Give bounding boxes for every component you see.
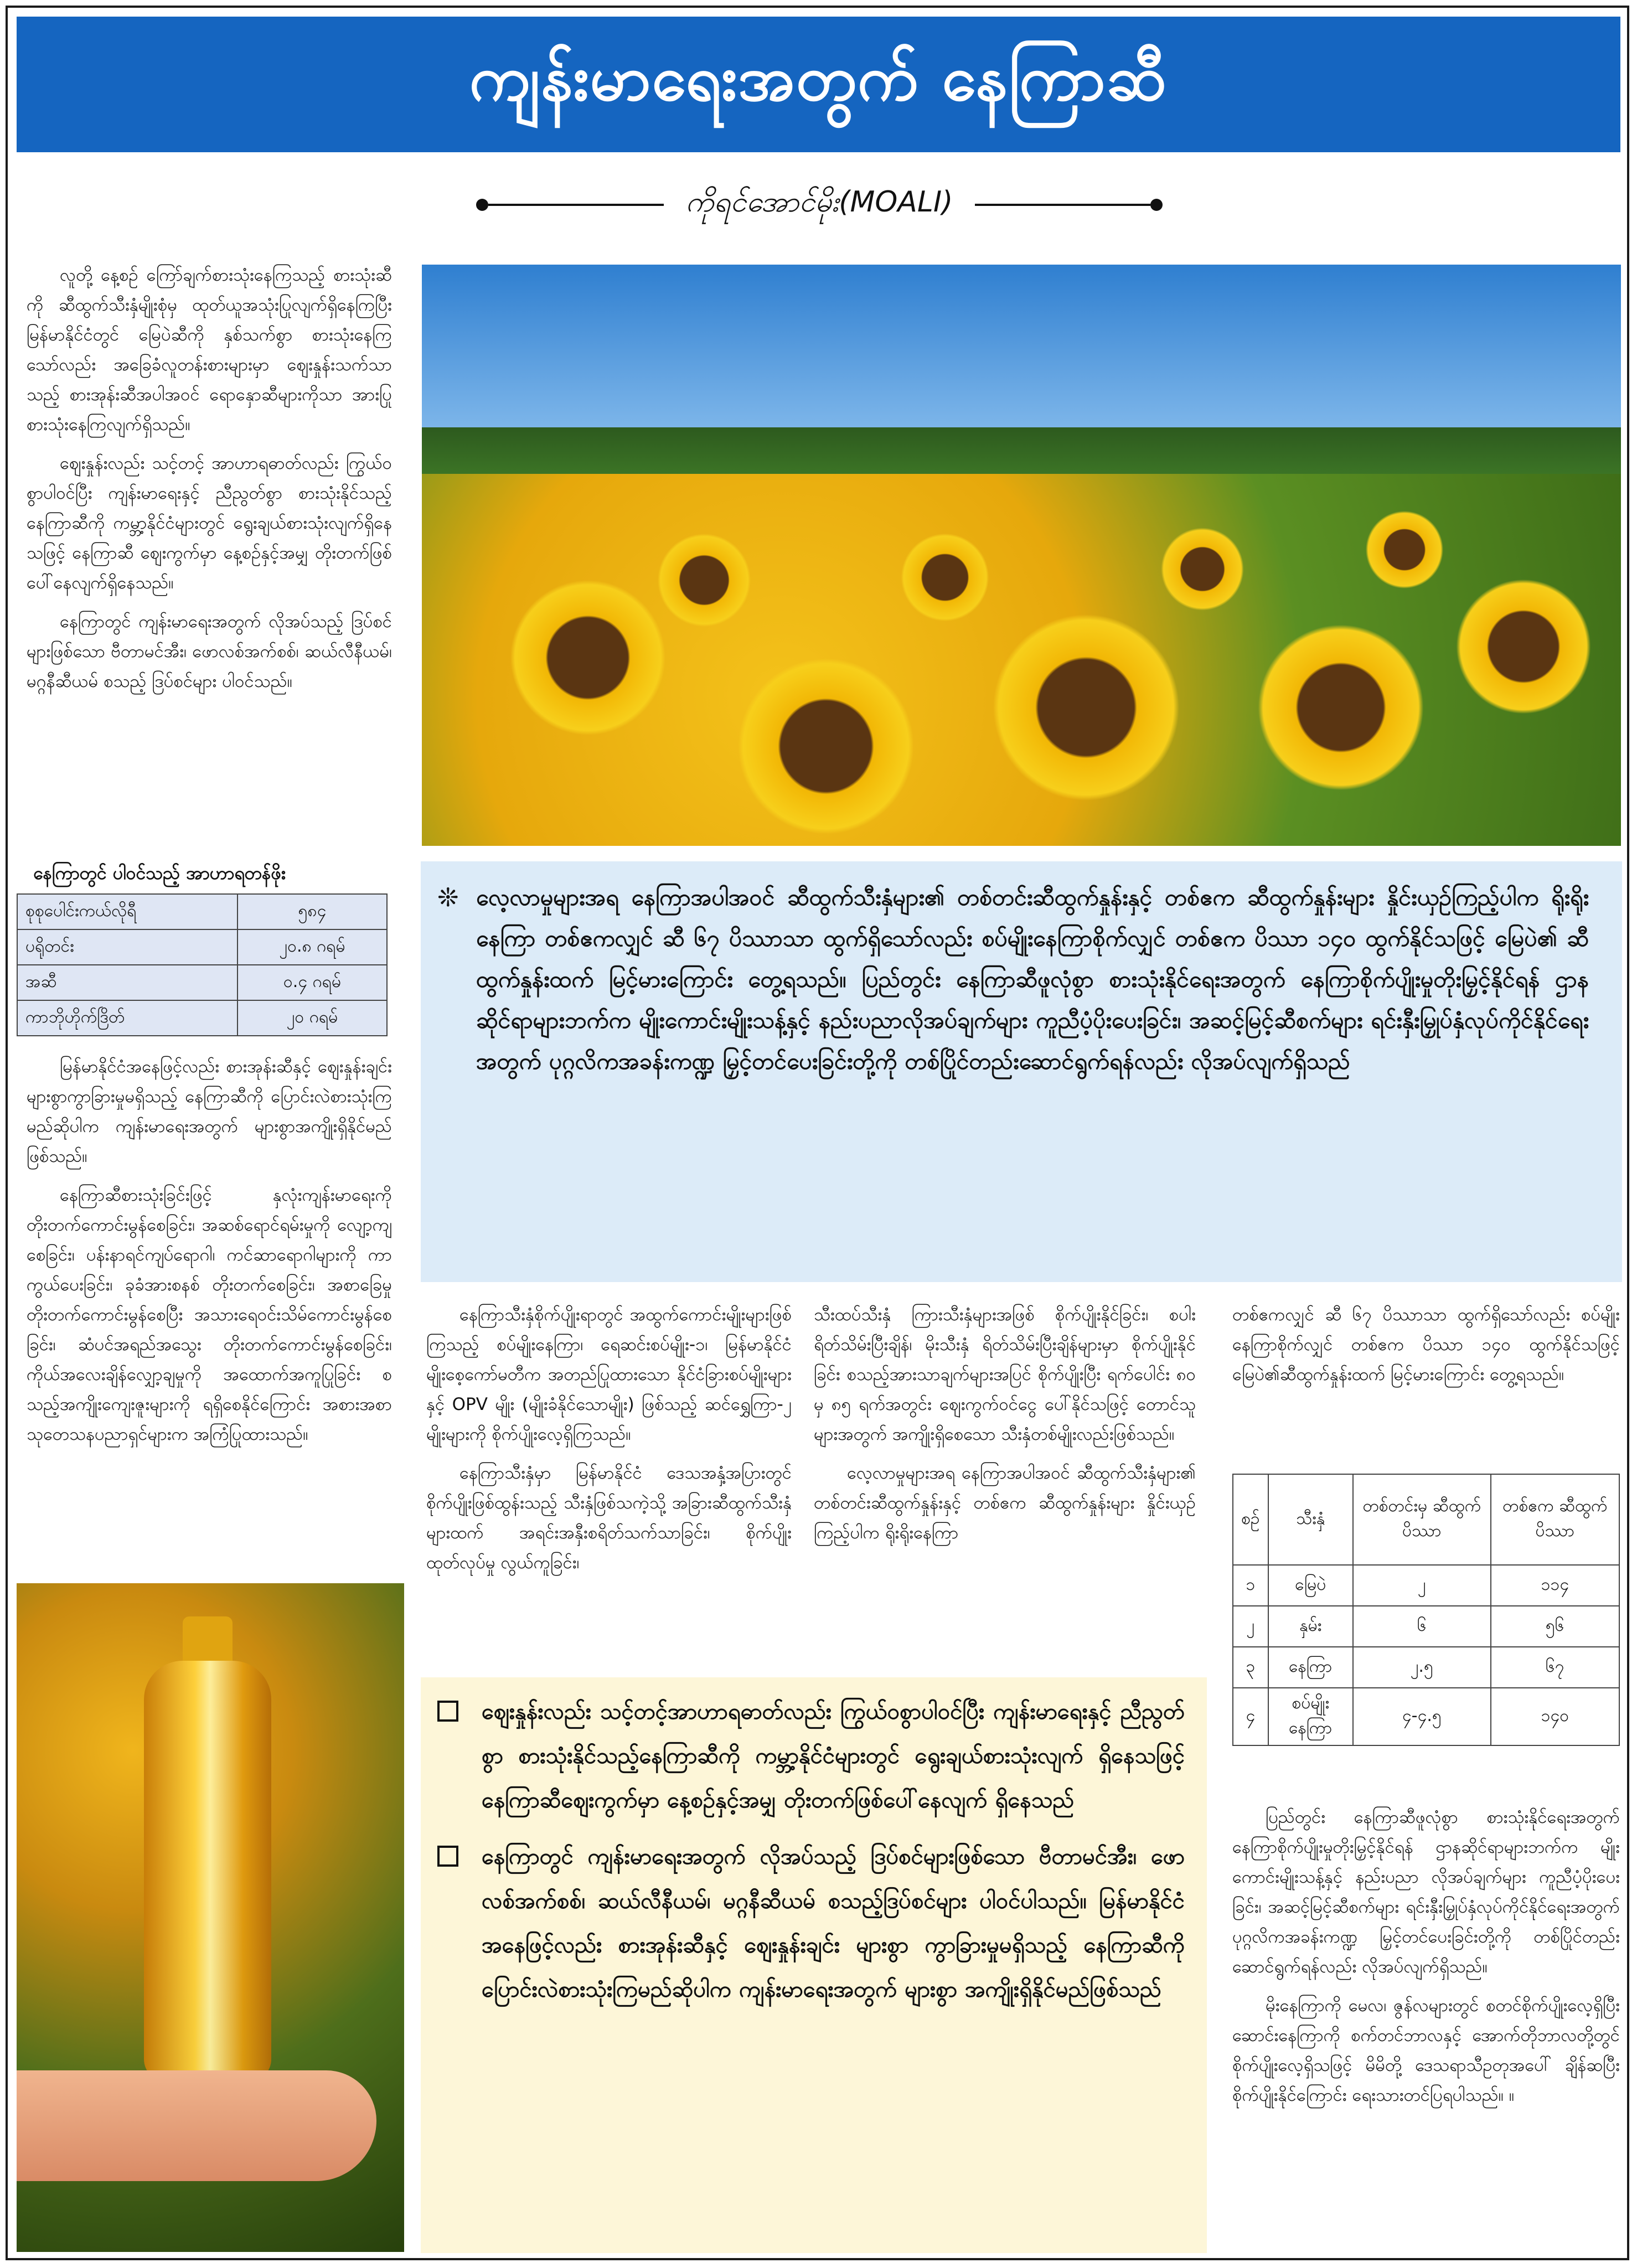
sunflower bbox=[987, 608, 1186, 807]
left-paragraph: လူတို့ နေ့စဉ် ကြော်ချက်စားသုံးနေကြသည့် စားသုံးဆီကို ဆီထွက်သီးနှံမျိုးစုံမှ ထုတ်ယူအသုံးပြုလျက်ရှိနေကြပြီး မြန်မာနိုင်ငံတွင် မြေပဲဆီကို နှစ်သက်စွာ စားသုံးနေကြသော်လည်း အခြေခံလူတန်းစားများမှာ ဈေးနှုန်းသက်သာသည့် စားအုန်းဆီအပါအဝင် ရောနှောဆီများကိုသာ အားပြုစားသုံးနေကြလျက်ရှိသည်။ bbox=[27, 265, 392, 435]
byline-rule-left bbox=[488, 204, 664, 206]
sunflower bbox=[1363, 508, 1446, 591]
sunflower bbox=[654, 530, 754, 630]
left-paragraph: မြန်မာနိုင်ငံအနေဖြင့်လည်း စားအုန်းဆီနှင့် ဈေးနှုန်းချင်း များစွာကွာခြားမှုမရှိသည့် နေကြာဆီကို ပြောင်းလဲစားသုံးကြမည်ဆိုပါက ကျန်းမာရေးအတွက် များစွာအကျိုးရှိနိုင်မည်ဖြစ်သည်။ bbox=[27, 1057, 392, 1166]
cell: စပ်မျိုးနေကြာ bbox=[1268, 1688, 1353, 1745]
sunflower bbox=[1452, 575, 1595, 719]
byline-rule-right bbox=[975, 204, 1150, 206]
table-row bbox=[1233, 1647, 1619, 1688]
table-row bbox=[17, 929, 387, 965]
cell: ၃ bbox=[1233, 1647, 1268, 1688]
middle-column-2 bbox=[814, 1300, 1196, 1557]
left-paragraph: ဈေးနှုန်းလည်း သင့်တင့် အာဟာရဓာတ်လည်း ကြွယ်ဝစွာပါဝင်ပြီး ကျန်းမာရေးနှင့် ညီညွတ်စွာ စားသုံးနိုင်သည့်နေကြာဆီကို ကမ္ဘာ့နိုင်ငံများတွင် ရွေးချယ်စားသုံးလျက်ရှိနေသဖြင့် နေကြာဆီ ဈေးကွက်မှာ နေ့စဉ်နှင့်အမျှ တိုးတက်ဖြစ်ပေါ်နေလျက်ရှိနေသည်။ bbox=[27, 453, 392, 593]
sunflower-field-photo bbox=[422, 265, 1621, 846]
oil-bottle-photo bbox=[17, 1583, 404, 2252]
byline-dot-left bbox=[476, 199, 488, 211]
sunflower bbox=[1252, 619, 1429, 796]
left-column-lower bbox=[27, 1052, 392, 1458]
table-row bbox=[17, 1000, 387, 1036]
cell: ၆ bbox=[1353, 1606, 1491, 1647]
cell: ၁၁၄ bbox=[1491, 1565, 1619, 1606]
right-paragraph: မိုးနေကြာကို မေလ၊ ဇွန်လများတွင် စတင်စိုက်ပျိုးလေ့ရှိပြီး ဆောင်းနေကြာကို စက်တင်ဘာလနှင့် အောက်တိုဘာလတို့တွင် စိုက်ပျိုးလေ့ရှိသဖြင့် မိမိတို့ ဒေသရာသီဥတုအပေါ် ချိန်ဆပြီး စိုက်ပျိုးနိုင်ကြောင်း ရေးသားတင်ပြရပါသည်။ ။ bbox=[1232, 1996, 1620, 2105]
table-row bbox=[17, 894, 387, 929]
sunflower bbox=[898, 530, 992, 624]
highlight-text: လေ့လာမှုများအရ နေကြာအပါအဝင် ဆီထွက်သီးနှံများ၏ တစ်တင်းဆီထွက်နှုန်းနှင့် တစ်ဧက ဆီထွက်နှုန်းများ နှိုင်းယှဉ်ကြည့်ပါက ရိုးရိုးနေကြာ တစ်ဧကလျှင် ဆီ ၆၇ ပိဿာသာ ထွက်ရှိသော်လည်း စပ်မျိုးနေကြာစိုက်လျှင် တစ်ဧက ပိဿာ ၁၄၀ ထွက်နိုင်သဖြင့် မြေပဲ၏ ဆီထွက်နှုန်းထက် မြင့်မားကြောင်း တွေ့ရသည်။ ပြည်တွင်း နေကြာဆီဖူလုံစွာ စားသုံးနိုင်ရေးအတွက် နေကြာစိုက်ပျိုးမှုတိုးမြှင့်နိုင်ရန် ဌာနဆိုင်ရာများဘက်က မျိုးကောင်းမျိုးသန့်နှင့် နည်းပညာလိုအပ်ချက်များ ကူညီပံ့ပိုးပေးခြင်း၊ အဆင့်မြင့်ဆီစက်များ ရင်းနှီးမြှုပ်နှံလုပ်ကိုင်နိုင်ရေးအတွက် ပုဂ္ဂလိကအခန်းကဏ္ဍ မြှင့်တင်ပေးခြင်းတို့ကို တစ်ပြိုင်တည်းဆောင်ရွက်ရန်လည်း လိုအပ်လျက်ရှိသည် bbox=[476, 884, 1589, 1074]
nutrition-label: ကာဘိုဟိုက်ဒြိတ် bbox=[17, 1000, 237, 1036]
right-paragraph: ပြည်တွင်း နေကြာဆီဖူလုံစွာ စားသုံးနိုင်ရေးအတွက် နေကြာစိုက်ပျိုးမှုတိုးမြှင့်နိုင်ရန် ဌာနဆိုင်ရာများဘက်က မျိုးကောင်းမျိုးသန့်နှင့် နည်းပညာ လိုအပ်ချက်များ ကူညီပံ့ပိုးပေးခြင်း၊ အဆင့်မြင့်ဆီစက်များ ရင်းနှီးမြှုပ်နှံလုပ်ကိုင်နိုင်ရေးအတွက် ပုဂ္ဂလိကအခန်းကဏ္ဍ မြှင့်တင်ပေးခြင်းတို့ကို တစ်ပြိုင်တည်းဆောင်ရွက်ရန်လည်း လိုအပ်လျက်ရှိသည်။ bbox=[1232, 1807, 1620, 1977]
sunflower bbox=[732, 652, 920, 840]
hand bbox=[17, 2070, 376, 2181]
bottle-body bbox=[144, 1661, 271, 2081]
left-paragraph: နေကြာတွင် ကျန်းမာရေးအတွက် လိုအပ်သည့် ဒြပ်စင်များဖြစ်သော ဗီတာမင်အီး၊ ဖောလစ်အက်စစ်၊ ဆယ်လီနီယမ်၊ မဂ္ဂနီဆီယမ် စသည့် ဒြပ်စင်များ ပါဝင်သည်။ bbox=[27, 612, 392, 691]
highlight-paragraph bbox=[421, 861, 1622, 1082]
highlight-box bbox=[421, 861, 1622, 1282]
column-header: စဉ် bbox=[1233, 1474, 1268, 1565]
nutrition-table-title: နေကြာတွင် ပါဝင်သည့် အာဟာရတန်ဖိုး bbox=[33, 862, 286, 884]
cell: ၁၄၀ bbox=[1491, 1688, 1619, 1745]
table-row bbox=[1233, 1688, 1619, 1745]
middle-paragraph: နေကြာသီးနှံမှာ မြန်မာနိုင်ငံ ဒေသအနှံ့အပြားတွင် စိုက်ပျိုးဖြစ်ထွန်းသည့် သီးနှံဖြစ်သကဲ့သို့ အခြားဆီထွက်သီးနှံများထက် အရင်းအနှီးစရိတ်သက်သာခြင်း၊ စိုက်ပျိုးထုတ်လုပ်မှု လွယ်ကူခြင်း၊ bbox=[426, 1463, 792, 1573]
column-header: တစ်တင်းမှ ဆီထွက် ပိဿာ bbox=[1353, 1474, 1491, 1565]
nutrition-table bbox=[17, 893, 388, 1036]
right-column bbox=[1232, 1802, 1620, 2119]
sunflower bbox=[1158, 525, 1247, 613]
checkbox-icon bbox=[437, 1846, 458, 1867]
page-title: ကျန်းမာရေးအတွက် နေကြာဆီ bbox=[469, 43, 1168, 115]
nutrition-value: ၂၀.၈ ဂရမ် bbox=[237, 929, 387, 965]
key-point bbox=[421, 1835, 1207, 2012]
cell: ၂.၅ bbox=[1353, 1647, 1491, 1688]
cell: ၅၆ bbox=[1491, 1606, 1619, 1647]
nutrition-value: ၅၈၄ bbox=[237, 894, 387, 929]
cell: ၄ bbox=[1233, 1688, 1268, 1745]
middle-column-1 bbox=[426, 1300, 792, 1587]
nutrition-value: ၀.၄ ဂရမ် bbox=[237, 965, 387, 1000]
cell: နေကြာ bbox=[1268, 1647, 1353, 1688]
cell: နှမ်း bbox=[1268, 1606, 1353, 1647]
cell: ၂ bbox=[1353, 1565, 1491, 1606]
asterism-icon: ❊ bbox=[437, 882, 459, 912]
column-header: တစ်ဧက ဆီထွက် ပိဿာ bbox=[1491, 1474, 1619, 1565]
byline-author: ကိုရင်အောင်မိုး(MOALI) bbox=[685, 185, 953, 219]
cell: ၂ bbox=[1233, 1606, 1268, 1647]
oil-yield-table bbox=[1232, 1474, 1620, 1746]
right-column-intro bbox=[1232, 1300, 1620, 1398]
key-point bbox=[421, 1690, 1207, 1822]
column-header: သီးနှံ bbox=[1268, 1474, 1353, 1565]
middle-paragraph: သီးထပ်သီးနှံ ကြားသီးနှံများအဖြစ် စိုက်ပျိုးနိုင်ခြင်း၊ စပါးရိတ်သိမ်းပြီးချိန်၊ မိုးသီးနှံ ရိတ်သိမ်းပြီးချိန်များမှာ စိုက်ပျိုးနိုင်ခြင်း စသည့်အားသာချက်များအပြင် စိုက်ပျိုးပြီး ရက်ပေါင်း ၈၀ မှ ၈၅ ရက်အတွင်း ဈေးကွက်ဝင်ငွေ ပေါ်နိုင်သဖြင့် တောင်သူများအတွက် အကျိုးရှိစေသော သီးနှံတစ်မျိုးလည်းဖြစ်သည်။ bbox=[814, 1305, 1196, 1444]
key-point-text: နေကြာတွင် ကျန်းမာရေးအတွက် လိုအပ်သည့် ဒြပ်စင်များဖြစ်သော ဗီတာမင်အီး၊ ဖောလစ်အက်စစ်၊ ဆယ်လီနီယမ်၊ မဂ္ဂနီဆီယမ် စသည့်ဒြပ်စင်များ ပါဝင်ပါသည်။ မြန်မာနိုင်ငံအနေဖြင့်လည်း စားအုန်းဆီနှင့် ဈေးနှုန်းချင်း များစွာ ကွာခြားမှုမရှိသည့် နေကြာဆီကို ပြောင်းလဲစားသုံးကြမည်ဆိုပါက ကျန်းမာရေးအတွက် များစွာ အကျိုးရှိနိုင်မည်ဖြစ်သည် bbox=[482, 1844, 1185, 2002]
left-column bbox=[27, 260, 392, 705]
left-paragraph: နေကြာဆီစားသုံးခြင်းဖြင့် နှလုံးကျန်းမာရေးကို တိုးတက်ကောင်းမွန်စေခြင်း၊ အဆစ်ရောင်ရမ်းမှုကို လျော့ကျစေခြင်း၊ ပန်းနာရင်ကျပ်ရောဂါ၊ ကင်ဆာရောဂါများကို ကာကွယ်ပေးခြင်း၊ ခုခံအားစနစ် တိုးတက်စေခြင်း၊ အစာခြေမှု တိုးတက်ကောင်းမွန်စေပြီး အသားရေဝင်းသိမ်ကောင်းမွန်စေခြင်း၊ ဆံပင်အရည်အသွေး တိုးတက်ကောင်းမွန်စေခြင်း၊ ကိုယ်အလေးချိန်လျှော့ချမှုကို အထောက်အကူပြုခြင်း စသည့်အကျိုးကျေးဇူးများကို ရရှိစေနိုင်ကြောင်း အစားအစာသုတေသနပညာရှင်များက အကြံပြုထားသည်။ bbox=[27, 1185, 392, 1444]
middle-paragraph: နေကြာသီးနှံစိုက်ပျိုးရာတွင် အထွက်ကောင်းမျိုးများဖြစ်ကြသည့် စပ်မျိုးနေကြာ၊ ရေဆင်းစပ်မျိုး-၁၊ မြန်မာနိုင်ငံ မျိုးစေ့ကော်မတီက အတည်ပြုထားသော နိုင်ငံခြားစပ်မျိုးများနှင့် OPV မျိုး (မျိုးခံနိုင်သောမျိုး) ဖြစ်သည့် ဆင်ရွှေကြာ-၂ မျိုးများကို စိုက်ပျိုးလေ့ရှိကြသည်။ bbox=[426, 1305, 792, 1444]
cell: ၄-၄.၅ bbox=[1353, 1688, 1491, 1745]
table-header-row bbox=[1233, 1474, 1619, 1565]
middle-paragraph: လေ့လာမှုများအရ နေကြာအပါအဝင် ဆီထွက်သီးနှံများ၏ တစ်တင်းဆီထွက်နှုန်းနှင့် တစ်ဧက ဆီထွက်နှုန်းများ နှိုင်းယှဉ်ကြည့်ပါက ရိုးရိုးနေကြာ bbox=[814, 1463, 1196, 1543]
nutrition-value: ၂၀ ဂရမ် bbox=[237, 1000, 387, 1036]
byline-dot-right bbox=[1150, 199, 1163, 211]
key-points-box bbox=[421, 1677, 1207, 2253]
nutrition-label: စုစုပေါင်းကယ်လိုရီ bbox=[17, 894, 237, 929]
title-banner bbox=[17, 17, 1620, 152]
cell: မြေပဲ bbox=[1268, 1565, 1353, 1606]
checkbox-icon bbox=[437, 1701, 458, 1722]
table-row bbox=[1233, 1606, 1619, 1647]
nutrition-label: အဆီ bbox=[17, 965, 237, 1000]
cell: ၆၇ bbox=[1491, 1647, 1619, 1688]
nutrition-label: ပရိုတင်း bbox=[17, 929, 237, 965]
table-row bbox=[1233, 1565, 1619, 1606]
byline bbox=[476, 183, 1163, 227]
sunflower bbox=[505, 575, 671, 741]
table-row bbox=[17, 965, 387, 1000]
right-paragraph: တစ်ဧကလျှင် ဆီ ၆၇ ပိဿာသာ ထွက်ရှိသော်လည်း စပ်မျိုးနေကြာစိုက်လျှင် တစ်ဧက ပိဿာ ၁၄၀ ထွက်နိုင်သဖြင့် မြေပဲ၏ဆီထွက်နှုန်းထက် မြင့်မားကြောင်း တွေ့ရသည်။ bbox=[1232, 1305, 1620, 1384]
cell: ၁ bbox=[1233, 1565, 1268, 1606]
key-point-text: ဈေးနှုန်းလည်း သင့်တင့်အာဟာရဓာတ်လည်း ကြွယ်ဝစွာပါဝင်ပြီး ကျန်းမာရေးနှင့် ညီညွတ်စွာ စားသုံးနိုင်သည့်နေကြာဆီကို ကမ္ဘာ့နိုင်ငံများတွင် ရွေးချယ်စားသုံးလျက် ရှိနေသဖြင့် နေကြာဆီဈေးကွက်မှာ နေ့စဉ်နှင့်အမျှ တိုးတက်ဖြစ်ပေါ်နေလျက် ရှိနေသည် bbox=[482, 1699, 1185, 1813]
